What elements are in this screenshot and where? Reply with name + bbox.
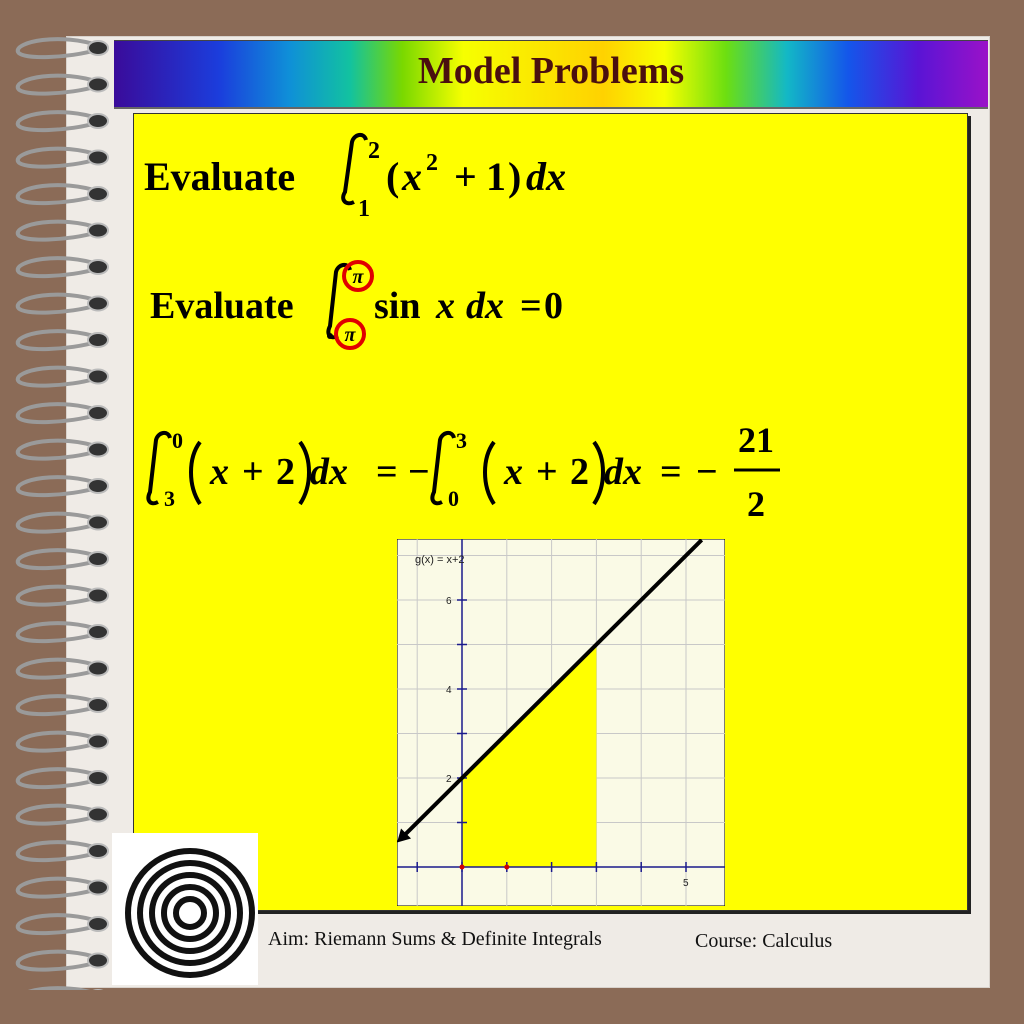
labyrinth-logo: [112, 833, 258, 985]
problem-2-dx: dx: [466, 285, 504, 327]
binding-coil: [18, 988, 108, 990]
binding-coil: [18, 696, 108, 714]
problem-2-result: 0: [544, 285, 563, 327]
problem-1-plus: +: [454, 154, 477, 199]
binding-coil: [18, 477, 108, 495]
graph-canvas: [397, 539, 725, 906]
title-bar: [114, 40, 988, 109]
problem-1: [140, 128, 600, 228]
function-graph: [397, 539, 725, 906]
problem-2: [146, 254, 606, 354]
problem-2-verb: Evaluate: [150, 285, 294, 327]
problem-3-minus-a: −: [408, 451, 430, 493]
problem-3-eq-b: =: [660, 451, 682, 493]
problem-3-numerator: 21: [738, 420, 774, 460]
integral-dot: [327, 333, 333, 339]
page-title: Model Problems: [417, 50, 685, 92]
footer-aim: Aim: Riemann Sums & Definite Integrals: [268, 928, 602, 950]
integral-sign: [343, 135, 366, 203]
footer-course: Course: Calculus: [695, 930, 833, 952]
binding-coil: [18, 149, 108, 167]
binding-coil: [18, 660, 108, 678]
problem-3-upper-b: 3: [456, 428, 467, 453]
binding-coil: [18, 112, 108, 130]
problem-1-close: ): [508, 154, 522, 199]
binding-coil: [18, 733, 108, 751]
problem-1-const: 1: [486, 154, 506, 199]
binding-coil: [18, 623, 108, 641]
problem-2-lower: π: [344, 324, 356, 346]
function-label: g(x) = x+2: [415, 554, 465, 566]
binding-coil: [18, 769, 108, 787]
spiral-binding: [0, 30, 120, 990]
problem-3-lower-a: 3: [164, 486, 175, 511]
problem-1-verb: Evaluate: [144, 154, 296, 199]
problem-2-equals: =: [520, 285, 542, 327]
binding-coil: [18, 295, 108, 313]
problem-3-denominator: 2: [747, 484, 765, 524]
problem-3-x-a: x: [210, 451, 229, 493]
binding-coil: [18, 331, 108, 349]
binding-coil: [18, 222, 108, 240]
binding-coil: [18, 806, 108, 824]
problem-3-dx-b: dx: [604, 451, 642, 493]
paren-close: [300, 442, 309, 504]
problem-2-func: sin: [374, 285, 421, 327]
problem-3-plus-a: +: [242, 451, 264, 493]
x-tick-5: 5: [683, 878, 689, 889]
binding-coil: [18, 842, 108, 860]
binding-coil: [18, 514, 108, 532]
x1-point: [504, 865, 509, 870]
paren-open: [485, 442, 494, 504]
binding-coil: [18, 368, 108, 386]
binding-coil: [18, 587, 108, 605]
binding-coil: [18, 39, 108, 57]
problem-1-open: (: [386, 154, 400, 199]
problem-1-power: 2: [426, 150, 438, 176]
binding-coil: [18, 441, 108, 459]
paren-open: [191, 442, 200, 504]
problem-1-upper: 2: [368, 138, 380, 164]
problem-1-var: x: [402, 154, 422, 199]
problem-3-two-b: 2: [570, 451, 589, 493]
problem-2-upper: π: [352, 266, 364, 288]
binding-coil: [18, 185, 108, 203]
binding-coil: [18, 76, 108, 94]
problem-3: [144, 414, 804, 534]
problem-3-dx-a: dx: [310, 451, 348, 493]
paren-close: [594, 442, 603, 504]
binding-coil: [18, 550, 108, 568]
y-tick-2: 2: [446, 774, 452, 785]
binding-coil: [18, 258, 108, 276]
problem-3-plus-b: +: [536, 451, 558, 493]
problem-1-lower: 1: [358, 196, 370, 222]
origin-point: [460, 865, 465, 870]
problem-3-lower-b: 0: [448, 486, 459, 511]
y-tick-4: 4: [446, 685, 452, 696]
problem-3-x-b: x: [504, 451, 523, 493]
binding-coil: [18, 952, 108, 970]
problem-3-eq-a: =: [376, 451, 398, 493]
binding-coil: [18, 404, 108, 422]
binding-coil: [18, 879, 108, 897]
problem-1-dx: dx: [526, 154, 566, 199]
problem-3-upper-a: 0: [172, 428, 183, 453]
y-tick-6: 6: [446, 596, 452, 607]
binding-coil: [18, 915, 108, 933]
problem-3-two-a: 2: [276, 451, 295, 493]
problem-2-var: x: [436, 285, 455, 327]
problem-3-minus-b: −: [696, 451, 718, 493]
